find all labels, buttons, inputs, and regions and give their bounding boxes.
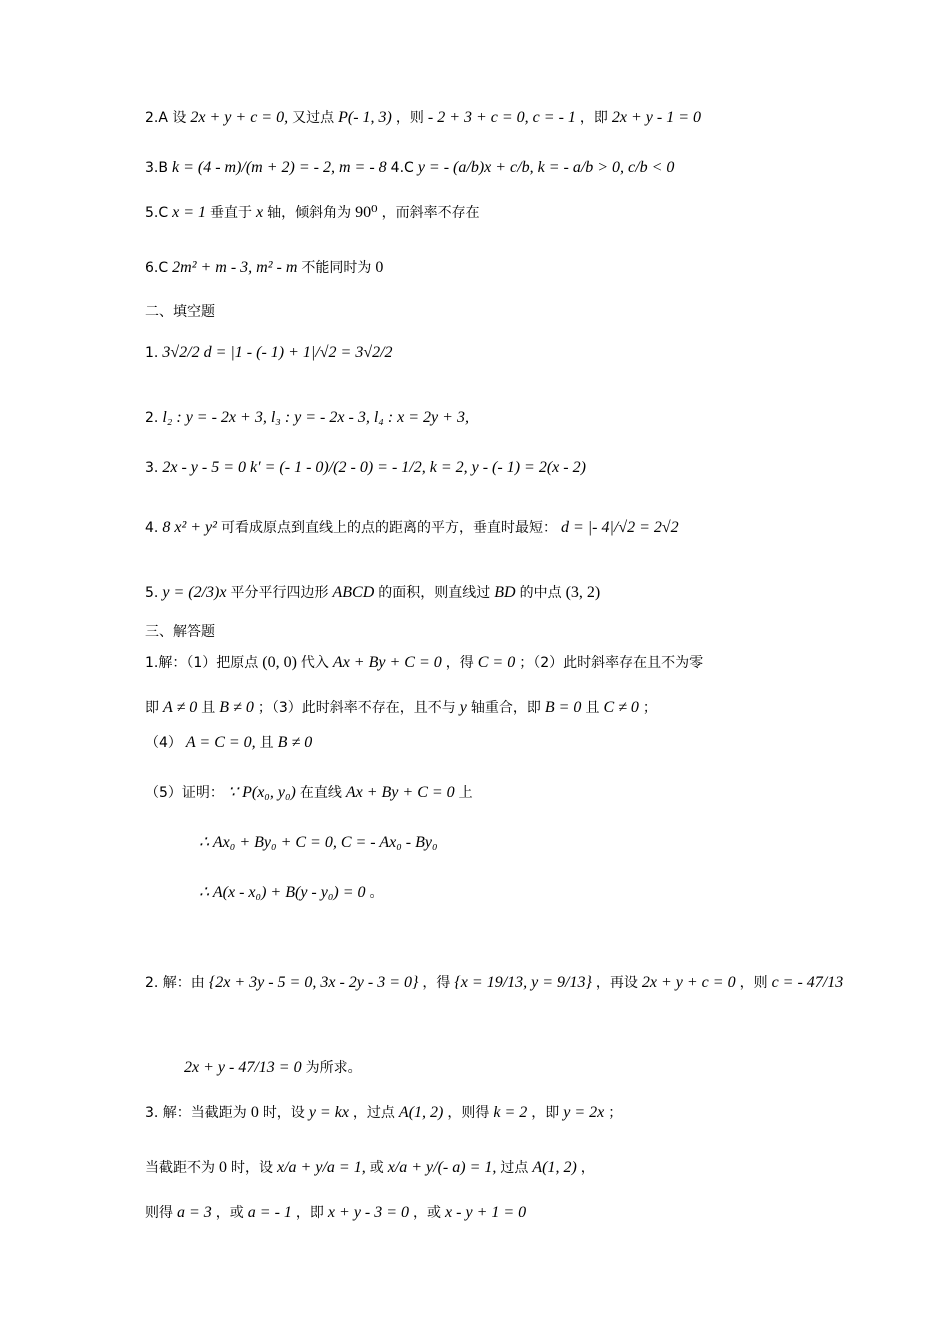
math-expression: l₂ : y = - 2x + 3, l₃ : y = - 2x - 3, l₄ : x = 2y + 3, xyxy=(162,409,469,426)
text-segment: 可看成原点到直线上的点的距离的平方，垂直时最短： xyxy=(220,520,557,536)
text-segment: ，即 xyxy=(579,110,608,126)
math-expression: ABCD xyxy=(332,584,375,601)
math-expression: y = kx xyxy=(308,1104,349,1121)
text-segment: 时，设 xyxy=(262,1105,305,1121)
math-expression: B = 0 xyxy=(544,699,582,716)
math-expression: BD xyxy=(494,584,516,601)
solution-1-part-1 xyxy=(145,655,703,671)
text-segment: 6.C xyxy=(145,260,169,276)
math-expression: k = (4 - m)/(m + 2) = - 2, m = - 8 xyxy=(171,159,387,176)
answer-choice-3-4 xyxy=(145,160,678,176)
text-segment: 垂直于 xyxy=(210,205,253,221)
math-expression: 2x + y + c = 0 xyxy=(641,974,736,991)
text-segment: 5.C xyxy=(145,205,169,221)
solution-3-part-3 xyxy=(145,1205,530,1221)
text-segment: 则得 xyxy=(145,1205,173,1221)
text-segment: 为所求。 xyxy=(305,1060,362,1076)
math-expression: 2x + y + c = 0, xyxy=(190,109,289,126)
solution-2 xyxy=(145,975,847,991)
text-segment: 轴重合，即 xyxy=(470,700,541,716)
math-expression: 2m² + m - 3, m² - m xyxy=(172,259,298,276)
answer-choice-5 xyxy=(145,205,480,221)
solution-3-part-2 xyxy=(145,1160,595,1176)
text-segment: 2.A 设 xyxy=(145,110,187,126)
text-segment: 1.解：（1）把原点 xyxy=(145,655,259,671)
math-expression: y = (2/3)x xyxy=(162,584,227,601)
math-expression: - 2 + 3 + c = 0, c = - 1 xyxy=(427,109,576,126)
math-expression: C = 0 xyxy=(477,654,516,671)
math-expression: y xyxy=(459,699,467,716)
solution-1-part-5 xyxy=(145,785,473,801)
section-fill-in-heading xyxy=(145,305,215,319)
solution-2-result xyxy=(180,1060,362,1076)
text-segment: 代入 xyxy=(300,655,329,671)
fill-in-3 xyxy=(145,460,590,476)
text-segment: 2. 解：由 xyxy=(145,975,205,991)
math-expression: 90⁰ xyxy=(355,204,378,221)
math-expression: {2x + 3y - 5 = 0, 3x - 2y - 3 = 0} xyxy=(208,974,419,991)
math-expression: Ax + By + C = 0 xyxy=(345,784,455,801)
solution-1-step-3 xyxy=(195,885,384,901)
math-expression: 0 xyxy=(250,1104,259,1121)
math-expression: x + y - 3 = 0 xyxy=(327,1204,410,1221)
text-segment: 且 xyxy=(259,735,274,751)
math-expression: A(1, 2) xyxy=(532,1159,577,1176)
text-segment: 。 xyxy=(369,885,384,901)
math-expression: B ≠ 0 xyxy=(277,734,313,751)
text-segment: ， xyxy=(580,1160,595,1176)
text-segment: 5. xyxy=(145,585,159,601)
text-segment: 4.C xyxy=(390,160,414,176)
math-expression: 8 x² + y² xyxy=(162,519,217,536)
text-segment: ，则 xyxy=(395,110,424,126)
math-expression: C ≠ 0 xyxy=(603,699,639,716)
solution-3-part-1 xyxy=(145,1105,622,1121)
text-segment: ； xyxy=(642,700,657,716)
fill-in-5 xyxy=(145,585,604,601)
math-expression: A ≠ 0 xyxy=(163,699,198,716)
section-solutions-heading xyxy=(145,625,215,639)
text-segment: ，或 xyxy=(215,1205,244,1221)
fill-in-1 xyxy=(145,345,397,361)
math-expression: a = 3 xyxy=(177,1204,212,1221)
text-segment: ，再设 xyxy=(595,975,638,991)
math-expression: A = C = 0, xyxy=(185,734,256,751)
solution-1-part-4 xyxy=(145,735,316,751)
text-segment: ； xyxy=(608,1105,623,1121)
text-segment: 时，设 xyxy=(231,1160,273,1176)
text-segment: ，即 xyxy=(531,1105,560,1121)
text-segment: 的面积，则直线过 xyxy=(378,585,491,601)
text-segment: 且 xyxy=(201,700,216,716)
text-segment: 在直线 xyxy=(299,785,342,801)
math-expression: d = |- 4|/√2 = 2√2 xyxy=(560,519,679,536)
text-segment: ，得 xyxy=(445,655,474,671)
text-segment: ，则得 xyxy=(447,1105,490,1121)
math-expression: (3, 2) xyxy=(565,584,601,601)
math-expression: x - y + 1 = 0 xyxy=(445,1204,527,1221)
math-expression: 0 xyxy=(219,1159,227,1176)
text-segment: 不能同时为 xyxy=(301,260,372,276)
answer-choice-6 xyxy=(145,260,387,276)
math-expression: x/a + y/a = 1, xyxy=(277,1159,366,1176)
math-expression: 2x + y - 1 = 0 xyxy=(611,109,702,126)
math-expression: 0 xyxy=(375,259,384,276)
text-segment: 过点 xyxy=(500,1160,529,1176)
math-expression: ∵ P(x₀, y₀) xyxy=(227,784,296,801)
text-segment: ，则 xyxy=(739,975,768,991)
text-segment: ，即 xyxy=(295,1205,324,1221)
text-segment: 的中点 xyxy=(519,585,562,601)
text-segment: ，得 xyxy=(422,975,451,991)
fill-in-4 xyxy=(145,520,683,536)
math-expression: 3√2/2 d = |1 - (- 1) + 1|/√2 = 3√2/2 xyxy=(162,344,393,361)
text-segment: 或 xyxy=(369,1160,384,1176)
math-expression: {x = 19/13, y = 9/13} xyxy=(454,974,592,991)
solution-1-step-2 xyxy=(195,835,442,851)
text-segment: 上 xyxy=(458,785,473,801)
text-segment: 三、解答题 xyxy=(145,624,215,640)
text-segment: ，或 xyxy=(413,1205,442,1221)
text-segment: 二、填空题 xyxy=(145,304,215,320)
math-expression: ∴ Ax₀ + By₀ + C = 0, C = - Ax₀ - By₀ xyxy=(199,834,438,851)
math-expression: (0, 0) xyxy=(262,654,297,671)
math-expression: x xyxy=(256,204,264,221)
math-expression: B ≠ 0 xyxy=(219,699,254,716)
text-segment: ，而斜率不存在 xyxy=(381,205,480,221)
math-expression: x/a + y/(- a) = 1, xyxy=(387,1159,497,1176)
math-expression: P(- 1, 3) xyxy=(338,109,392,126)
answer-choice-2 xyxy=(145,110,705,126)
text-segment: ；（2）此时斜率存在且不为零 xyxy=(519,655,704,671)
text-segment: （4） xyxy=(145,735,182,751)
math-expression: k = 2 xyxy=(493,1104,528,1121)
text-segment: 当截距不为 xyxy=(145,1160,215,1176)
text-segment: 即 xyxy=(145,700,159,716)
text-segment: 平分平行四边形 xyxy=(230,585,329,601)
text-segment: 1. xyxy=(145,345,159,361)
math-expression: ∴ A(x - x₀) + B(y - y₀) = 0 xyxy=(199,884,366,901)
math-expression: y = 2x xyxy=(563,1104,605,1121)
text-segment: 3.B xyxy=(145,160,168,176)
math-expression: Ax + By + C = 0 xyxy=(332,654,442,671)
text-segment: 3. 解：当截距为 xyxy=(145,1105,247,1121)
text-segment: ；（3）此时斜率不存在，且不与 xyxy=(257,700,456,716)
math-expression: a = - 1 xyxy=(247,1204,292,1221)
solution-1-part-2 xyxy=(145,700,657,716)
math-expression: A(1, 2) xyxy=(398,1104,444,1121)
text-segment: 又过点 xyxy=(292,110,335,126)
text-segment: （5）证明： xyxy=(145,785,224,801)
math-expression: y = - (a/b)x + c/b, k = - a/b > 0, c/b < 0 xyxy=(417,159,675,176)
text-segment: 3. xyxy=(145,460,159,476)
math-expression: x = 1 xyxy=(172,204,207,221)
math-expression: 2x + y - 47/13 = 0 xyxy=(184,1059,302,1076)
text-segment: 4. xyxy=(145,520,159,536)
text-segment: ，过点 xyxy=(352,1105,395,1121)
math-expression: 2x - y - 5 = 0 k′ = (- 1 - 0)/(2 - 0) = - 1/2, k = 2, y - (- 1) = 2(x - 2) xyxy=(162,459,586,476)
text-segment: 轴，倾斜角为 xyxy=(267,205,352,221)
fill-in-2 xyxy=(145,410,473,426)
text-segment: 2. xyxy=(145,410,159,426)
math-expression: c = - 47/13 xyxy=(771,974,844,991)
text-segment: 且 xyxy=(585,700,600,716)
